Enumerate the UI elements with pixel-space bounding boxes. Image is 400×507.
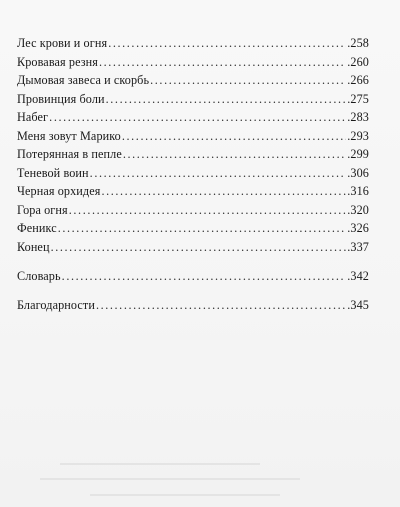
toc-entry-page: .306 [347, 165, 369, 180]
toc-entry-page: .326 [347, 221, 369, 235]
toc-entry-title: Потерянная в пепле [17, 147, 122, 161]
toc-entry-page: .283 [347, 110, 369, 124]
toc-entry-page: .293 [347, 128, 369, 143]
toc-entry [17, 90, 369, 109]
bleed-through-line [90, 494, 280, 496]
toc-entry-page: .337 [347, 239, 369, 254]
dot-leader [99, 53, 346, 72]
toc-entry-title: Конец [17, 239, 50, 254]
toc-entry [17, 201, 369, 220]
toc-entry-title: Лес крови и огня [17, 36, 108, 50]
toc-entry [17, 182, 369, 201]
toc-entry-acknowledgments [17, 296, 369, 315]
toc-entry-title: Гора огня [17, 202, 68, 217]
toc-entry-title: Феникс [17, 221, 57, 235]
toc-entry-title: Меня зовут Марико [17, 128, 121, 143]
toc-entry-page: .258 [347, 36, 369, 50]
toc-entry-page: .345 [347, 297, 369, 312]
dot-leader [90, 164, 347, 183]
toc-entry [17, 219, 369, 238]
dot-leader [49, 108, 346, 127]
toc-entry-page: .275 [347, 91, 369, 106]
toc-entry-page: .260 [347, 54, 369, 69]
dot-leader [69, 201, 347, 220]
dot-leader [106, 90, 347, 109]
toc-entry [17, 145, 369, 164]
toc-entry-page: .299 [347, 147, 369, 161]
toc-entry-page: .320 [347, 202, 369, 217]
toc-entry [17, 164, 369, 183]
toc-spacer [17, 256, 369, 267]
toc-entry-glossary [17, 267, 369, 286]
toc-entry-title: Теневой воин [17, 165, 89, 180]
dot-leader [108, 34, 346, 53]
toc-entry [17, 108, 369, 127]
dot-leader [101, 182, 346, 201]
toc-entry-title: Дымовая завеса и скорбь [17, 73, 150, 87]
dot-leader [58, 219, 347, 238]
toc-entry-title: Словарь [17, 268, 61, 283]
toc-entry [17, 71, 369, 90]
toc-entry [17, 34, 369, 53]
toc-entry [17, 53, 369, 72]
toc-spacer [17, 285, 369, 296]
bleed-through-line [40, 478, 300, 480]
dot-leader [51, 238, 347, 257]
toc-entry [17, 127, 369, 146]
dot-leader [123, 145, 346, 164]
bleed-through-line [60, 463, 260, 465]
toc-entry-page: .266 [347, 73, 369, 87]
dot-leader [150, 71, 346, 90]
toc-entry-title: Набег [17, 110, 49, 124]
dot-leader [122, 127, 346, 146]
toc-entry-title: Провинция боли [17, 91, 105, 106]
dot-leader [62, 267, 347, 286]
dot-leader [96, 296, 346, 315]
toc-entry-page: .316 [347, 184, 369, 198]
table-of-contents [17, 34, 369, 314]
toc-entry-title: Благодарности [17, 297, 95, 312]
toc-entry-title: Кровавая резня [17, 54, 98, 69]
toc-entry-page: .342 [347, 268, 369, 283]
toc-entry [17, 238, 369, 257]
toc-entry-title: Черная орхидея [17, 184, 101, 198]
